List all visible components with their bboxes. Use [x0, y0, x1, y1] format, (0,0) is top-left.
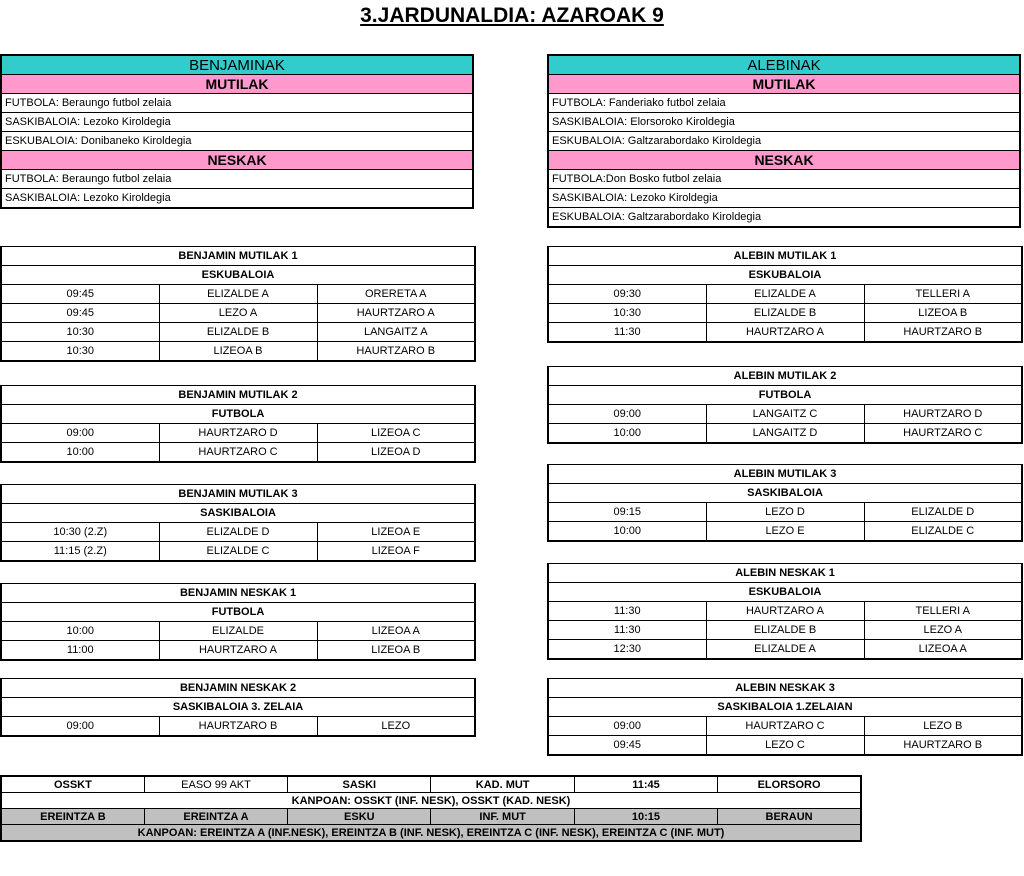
table-row [1, 542, 475, 562]
table-row [1, 342, 475, 362]
group-sport: FUTBOLA [548, 386, 1022, 405]
category-label: BENJAMINAK [1, 55, 473, 75]
home-team: ELIZALDE B [159, 323, 317, 342]
match-time: 10:00 [1, 622, 159, 641]
match-time: 10:30 [1, 323, 159, 342]
group-title: ALEBIN MUTILAK 2 [548, 367, 1022, 386]
away-team: LEZO [317, 717, 475, 737]
away-team: TELLERI A [864, 285, 1022, 304]
group-title: ALEBIN MUTILAK 3 [548, 465, 1022, 484]
group-sport: SASKIBALOIA 1.ZELAIAN [548, 698, 1022, 717]
group-table-bn1 [0, 583, 476, 661]
home-team: HAURTZARO B [159, 717, 317, 737]
bottom-cell: SASKI [288, 776, 431, 793]
home-team: LANGAITZ C [706, 405, 864, 424]
bottom-cell: EREINTZA A [144, 809, 287, 825]
group-table-an1 [547, 563, 1023, 660]
gender-label: NESKAK [1, 151, 473, 170]
home-team: ELIZALDE A [159, 285, 317, 304]
home-team: ELIZALDE A [706, 285, 864, 304]
away-team: HAURTZARO B [317, 342, 475, 362]
group-title: BENJAMIN MUTILAK 1 [1, 247, 475, 266]
table-row [548, 717, 1022, 736]
away-team: LIZEOA A [317, 622, 475, 641]
venue-row: FUTBOLA: Beraungo futbol zelaia [1, 94, 473, 113]
venue-row: SASKIBALOIA: Lezoko Kiroldegia [1, 189, 473, 209]
table-row [548, 323, 1022, 343]
gender-label: NESKAK [548, 151, 1020, 170]
away-team: HAURTZARO B [864, 736, 1022, 756]
match-time: 09:45 [548, 736, 706, 756]
venue-row: SASKIBALOIA: Elorsoroko Kiroldegia [548, 113, 1020, 132]
away-team: LIZEOA A [864, 640, 1022, 660]
match-time: 10:00 [548, 522, 706, 542]
table-row [1, 424, 475, 443]
away-team: LIZEOA B [317, 641, 475, 661]
group-title: BENJAMIN NESKAK 2 [1, 679, 475, 698]
group-sport: ESKUBALOIA [548, 583, 1022, 602]
home-team: LEZO D [706, 503, 864, 522]
table-row [1, 323, 475, 342]
bottom-cell: 11:45 [574, 776, 717, 793]
away-team: LIZEOA B [864, 304, 1022, 323]
away-team: LEZO B [864, 717, 1022, 736]
table-row [1, 285, 475, 304]
away-team: LEZO A [864, 621, 1022, 640]
match-time: 09:15 [548, 503, 706, 522]
group-table-am1 [547, 246, 1023, 343]
away-team: HAURTZARO D [864, 405, 1022, 424]
table-row [548, 621, 1022, 640]
category-label: ALEBINAK [548, 55, 1020, 75]
bottom-cell: OSSKT [1, 776, 144, 793]
match-time: 09:00 [548, 405, 706, 424]
match-time: 10:30 [1, 342, 159, 362]
table-row [548, 304, 1022, 323]
home-team: ELIZALDE D [159, 523, 317, 542]
match-time: 10:30 [548, 304, 706, 323]
match-time: 11:30 [548, 602, 706, 621]
away-team: LANGAITZ A [317, 323, 475, 342]
table-row [548, 424, 1022, 444]
away-team: LIZEOA C [317, 424, 475, 443]
match-time: 09:00 [548, 717, 706, 736]
away-team: ELIZALDE C [864, 522, 1022, 542]
away-team: HAURTZARO A [317, 304, 475, 323]
gender-label: MUTILAK [1, 75, 473, 94]
home-team: ELIZALDE A [706, 640, 864, 660]
home-team: LEZO E [706, 522, 864, 542]
table-row [548, 736, 1022, 756]
table-row [548, 285, 1022, 304]
bottom-cell: ESKU [288, 809, 431, 825]
home-team: ELIZALDE B [706, 621, 864, 640]
table-row [1, 523, 475, 542]
group-title: ALEBIN NESKAK 1 [548, 564, 1022, 583]
away-team: TELLERI A [864, 602, 1022, 621]
table-row [548, 522, 1022, 542]
match-time: 11:00 [1, 641, 159, 661]
match-time: 09:45 [1, 285, 159, 304]
home-team: HAURTZARO C [159, 443, 317, 463]
bottom-note: KANPOAN: OSSKT (INF. NESK), OSSKT (KAD. NESK) [1, 793, 861, 809]
match-time: 09:00 [1, 424, 159, 443]
bottom-note: KANPOAN: EREINTZA A (INF.NESK), EREINTZA B (INF. NESK), EREINTZA C (INF. NESK), EREINTZA C (INF. MUT) [1, 825, 861, 842]
away-team: LIZEOA F [317, 542, 475, 562]
group-title: ALEBIN NESKAK 3 [548, 679, 1022, 698]
group-table-am3 [547, 464, 1023, 542]
table-row [548, 602, 1022, 621]
bottom-table [0, 775, 862, 842]
bottom-cell: 10:15 [574, 809, 717, 825]
group-sport: SASKIBALOIA [1, 504, 475, 523]
match-time: 10:30 (2.Z) [1, 523, 159, 542]
match-time: 12:30 [548, 640, 706, 660]
away-team: LIZEOA D [317, 443, 475, 463]
venue-row: ESKUBALOIA: Galtzarabordako Kiroldegia [548, 208, 1020, 228]
group-table-bm3 [0, 484, 476, 562]
home-team: ELIZALDE C [159, 542, 317, 562]
home-team: LANGAITZ D [706, 424, 864, 444]
home-team: LEZO A [159, 304, 317, 323]
table-row [1, 622, 475, 641]
away-team: ELIZALDE D [864, 503, 1022, 522]
group-title: ALEBIN MUTILAK 1 [548, 247, 1022, 266]
venue-row: FUTBOLA: Fanderiako futbol zelaia [548, 94, 1020, 113]
group-table-bm1 [0, 246, 476, 362]
match-time: 09:45 [1, 304, 159, 323]
venue-row: ESKUBALOIA: Donibaneko Kiroldegia [1, 132, 473, 151]
group-title: BENJAMIN NESKAK 1 [1, 584, 475, 603]
bottom-cell: ELORSORO [718, 776, 861, 793]
away-team: LIZEOA E [317, 523, 475, 542]
venue-row: SASKIBALOIA: Lezoko Kiroldegia [548, 189, 1020, 208]
home-team: LEZO C [706, 736, 864, 756]
group-table-bm2 [0, 385, 476, 463]
match-time: 10:00 [548, 424, 706, 444]
table-row [1, 717, 475, 737]
group-title: BENJAMIN MUTILAK 2 [1, 386, 475, 405]
home-team: ELIZALDE B [706, 304, 864, 323]
venue-row: ESKUBALOIA: Galtzarabordako Kiroldegia [548, 132, 1020, 151]
away-team: HAURTZARO B [864, 323, 1022, 343]
group-sport: ESKUBALOIA [548, 266, 1022, 285]
bottom-cell: BERAUN [718, 809, 861, 825]
home-team: HAURTZARO A [706, 602, 864, 621]
match-time: 10:00 [1, 443, 159, 463]
home-team: HAURTZARO D [159, 424, 317, 443]
benjaminak-venues [0, 54, 474, 209]
group-title: BENJAMIN MUTILAK 3 [1, 485, 475, 504]
group-sport: ESKUBALOIA [1, 266, 475, 285]
bottom-cell: EASO 99 AKT [144, 776, 287, 793]
home-team: HAURTZARO A [706, 323, 864, 343]
match-time: 09:00 [1, 717, 159, 737]
group-sport: SASKIBALOIA 3. ZELAIA [1, 698, 475, 717]
venue-row: SASKIBALOIA: Lezoko Kiroldegia [1, 113, 473, 132]
table-row [548, 640, 1022, 660]
away-team: ORERETA A [317, 285, 475, 304]
match-time: 11:15 (2.Z) [1, 542, 159, 562]
table-row [1, 641, 475, 661]
home-team: ELIZALDE [159, 622, 317, 641]
venue-row: FUTBOLA: Beraungo futbol zelaia [1, 170, 473, 189]
table-row [548, 503, 1022, 522]
alebinak-venues [547, 54, 1021, 228]
group-table-an3 [547, 678, 1023, 756]
home-team: HAURTZARO A [159, 641, 317, 661]
bottom-cell: KAD. MUT [431, 776, 574, 793]
table-row [1, 304, 475, 323]
group-table-bn2 [0, 678, 476, 737]
bottom-cell: INF. MUT [431, 809, 574, 825]
venue-row: FUTBOLA:Don Bosko futbol zelaia [548, 170, 1020, 189]
match-time: 11:30 [548, 621, 706, 640]
match-time: 11:30 [548, 323, 706, 343]
group-sport: FUTBOLA [1, 405, 475, 424]
page-title: 3.JARDUNALDIA: AZAROAK 9 [360, 4, 664, 27]
home-team: HAURTZARO C [706, 717, 864, 736]
table-row [1, 443, 475, 463]
bottom-cell: EREINTZA B [1, 809, 144, 825]
home-team: LIZEOA B [159, 342, 317, 362]
group-sport: FUTBOLA [1, 603, 475, 622]
gender-label: MUTILAK [548, 75, 1020, 94]
group-table-am2 [547, 366, 1023, 444]
table-row [548, 405, 1022, 424]
match-time: 09:30 [548, 285, 706, 304]
away-team: HAURTZARO C [864, 424, 1022, 444]
group-sport: SASKIBALOIA [548, 484, 1022, 503]
